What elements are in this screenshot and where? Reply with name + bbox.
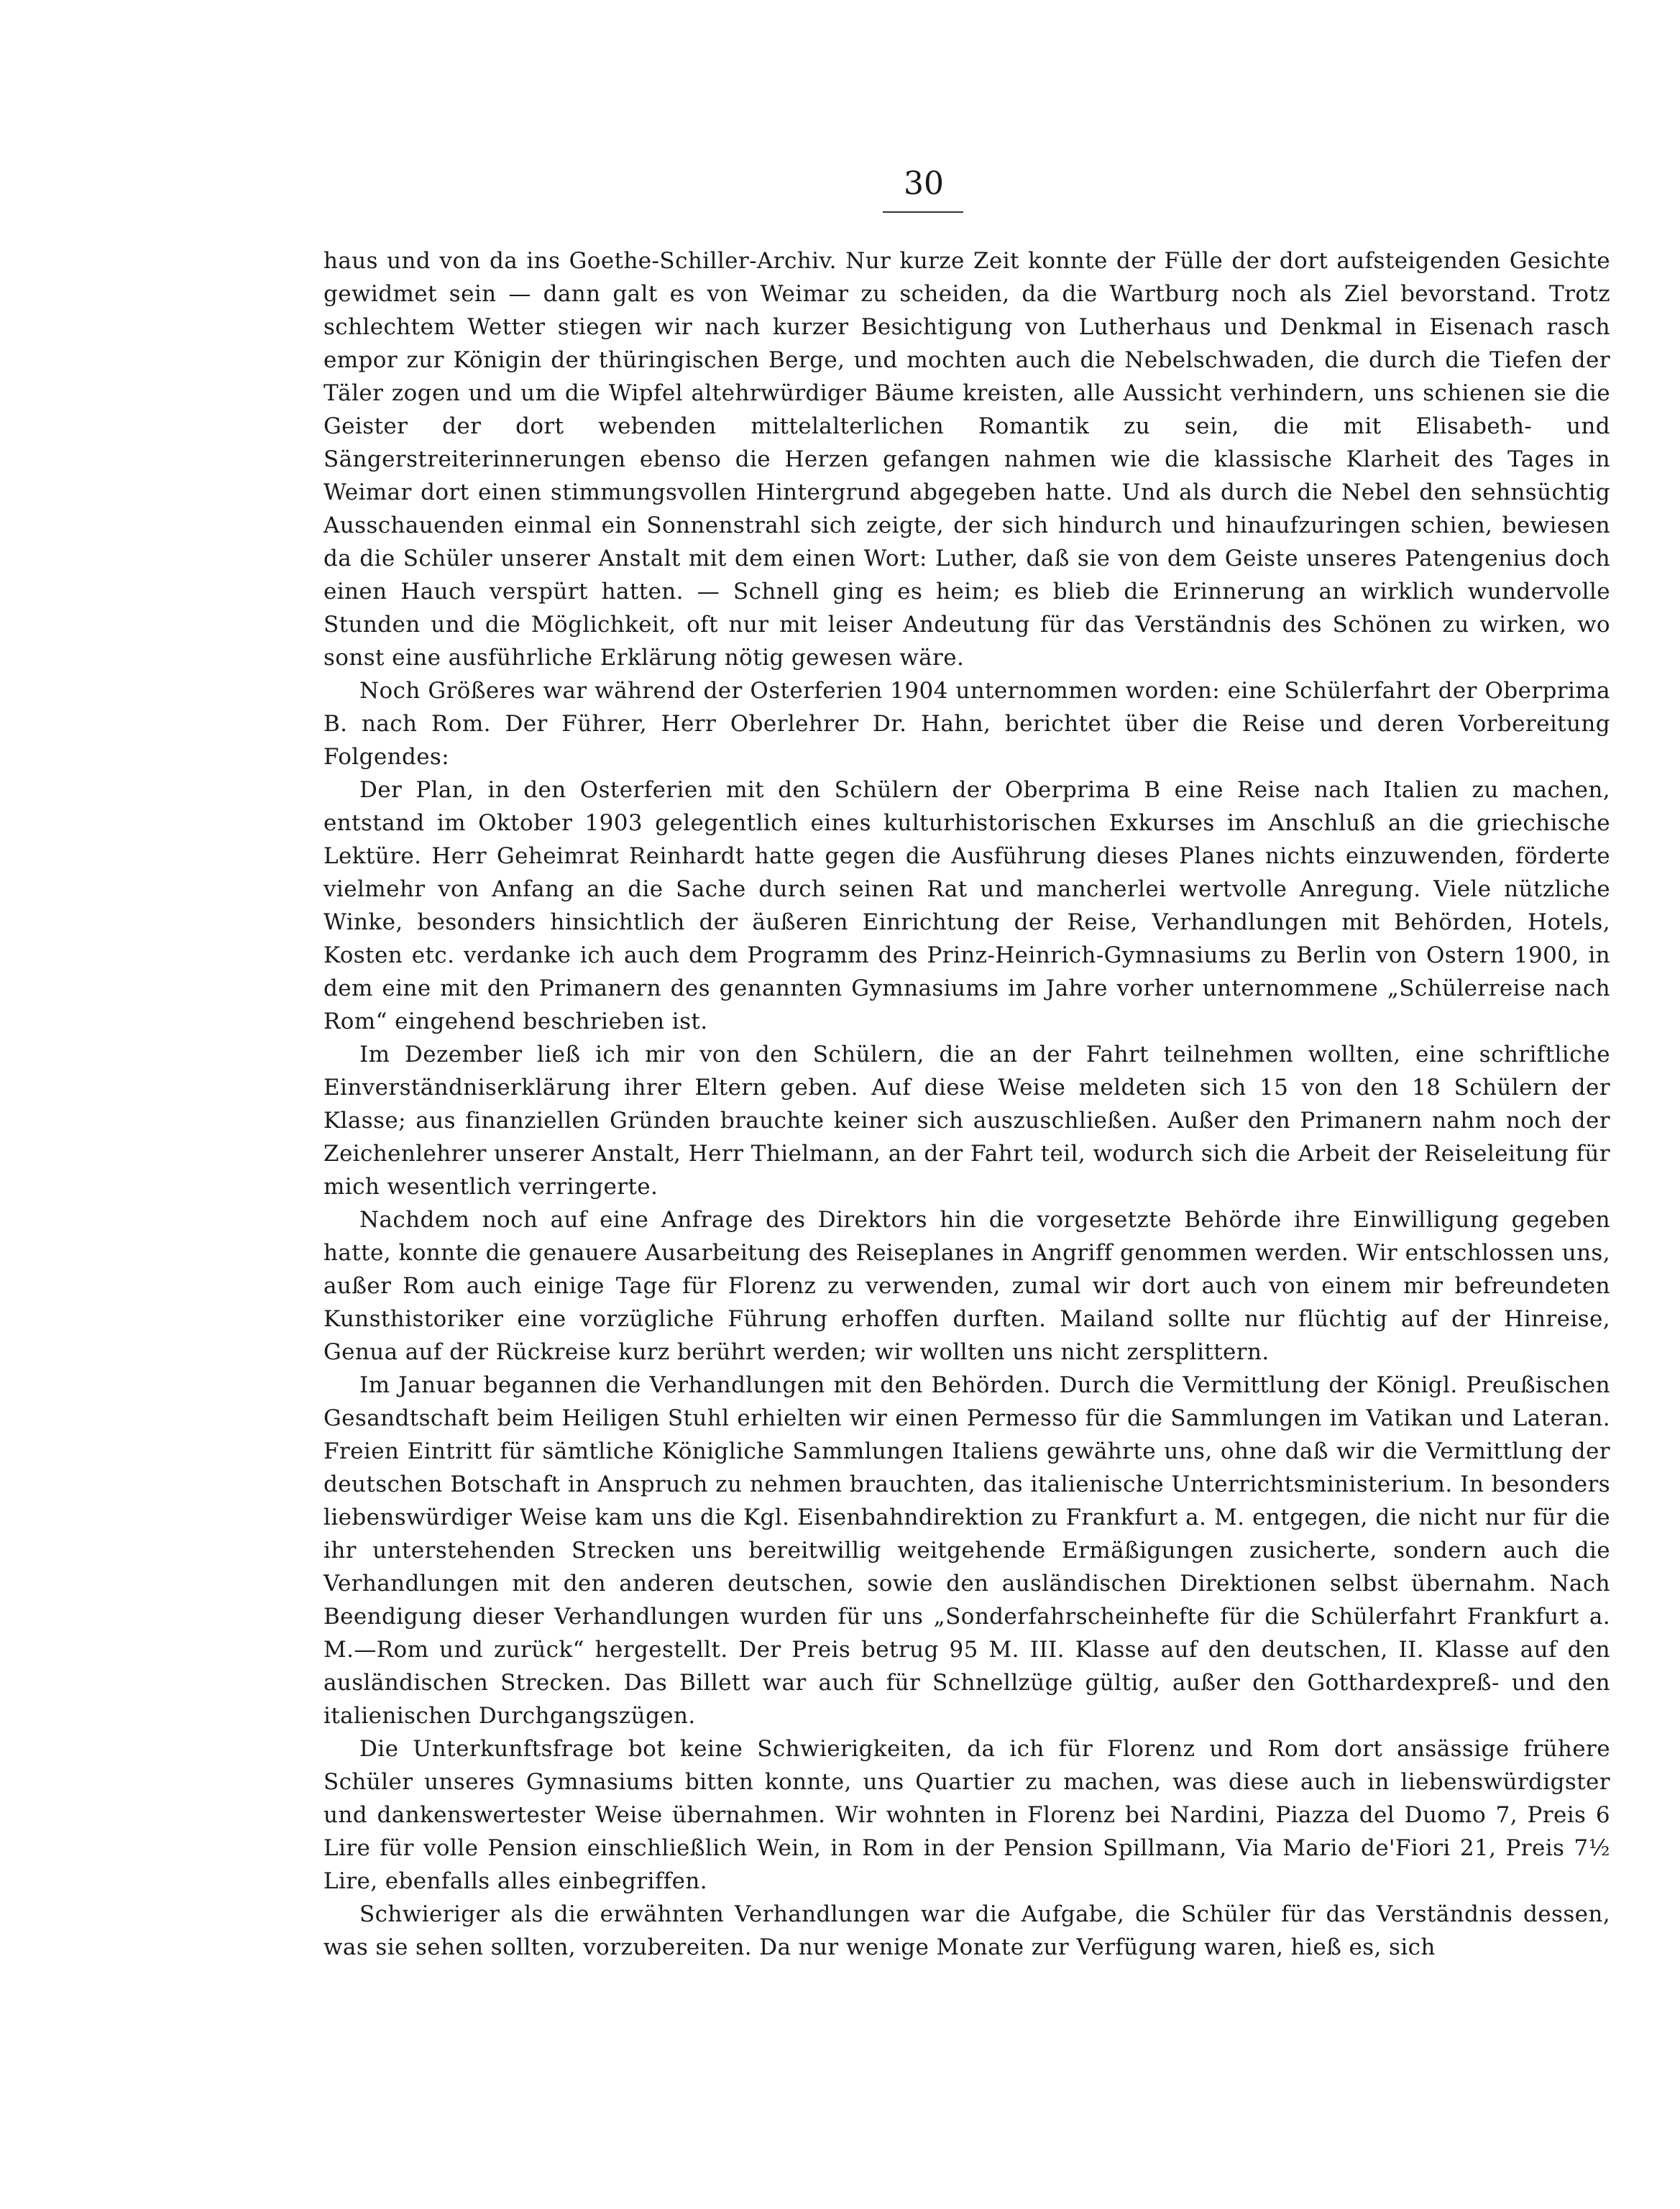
paragraph-1: haus und von da ins Goethe-Schiller-Archiv. Nur kurze Zeit konnte der Fülle der dort aufsteigenden Gesichte gewidmet sein — dann galt es von Weimar zu scheiden, da die Wartburg noch als Ziel bevorstand. Trotz schlechtem Wetter stiegen wir nach kurzer Besichtigung von Lutherhaus und Denkmal in Eisenach rasch empor zur Königin der thüringischen Berge, und mochten auch die Nebelschwaden, die durch die Tiefen der Täler zogen und um die Wipfel altehrwürdiger Bäume kreisten, alle Aussicht verhindern, uns schienen sie die Geister der dort webenden mittelalterlichen Romantik zu sein, die mit Elisabeth- und Sängerstreiterinnerungen ebenso die Herzen gefangen nahmen wie die klassische Klarheit des Tages in Weimar dort einen stimmungsvollen Hintergrund abgegeben hatte. Und als durch die Nebel den sehnsüchtig Ausschauenden einmal ein Sonnenstrahl sich zeigte, der sich hindurch und hinaufzuringen schien, bewiesen da die Schüler unserer Anstalt mit dem einen Wort: Luther, daß sie von dem Geiste unseres Patengenius doch einen Hauch verspürt hatten. — Schnell ging es heim; es blieb die Erinnerung an wirklich wundervolle Stunden und die Möglichkeit, oft nur mit leiser Andeutung für das Verständnis des Schönen zu wirken, wo sonst eine ausführliche Erklärung nötig gewesen wäre.: [323, 248, 1610, 671]
paragraph-6: Im Januar begannen die Verhandlungen mit den Behörden. Durch die Vermittlung der Königl. Preußischen Gesandtschaft beim Heiligen Stuhl erhielten wir einen Permesso für die Sammlungen im Vatikan und Lateran. Freien Eintritt für sämtliche Königliche Sammlungen Italiens gewährte uns, ohne daß wir die Vermittlung der deutschen Botschaft in Anspruch zu nehmen brauchten, das italienische Unterrichtsministerium. In besonders liebenswürdiger Weise kam uns die Kgl. Eisenbahndirektion zu Frankfurt a. M. entgegen, die nicht nur für die ihr unterstehenden Strecken uns bereitwillig weitgehende Ermäßigungen zusicherte, sondern auch die Verhandlungen mit den anderen deutschen, sowie den ausländischen Direktionen selbst übernahm. Nach Beendigung dieser Verhandlungen wurden für uns „Sonderfahrscheinhefte für die Schülerfahrt Frankfurt a. M.—Rom und zurück“ hergestellt. Der Preis betrug 95 M. III. Klasse auf den deutschen, II. Klasse auf den ausländischen Strecken. Das Billett war auch für Schnellzüge gültig, außer den Gotthardexpreß- und den italienischen Durchgangszügen.: [323, 1372, 1610, 1729]
paragraph-3: Der Plan, in den Osterferien mit den Schülern der Oberprima B eine Reise nach Italien zu machen, entstand im Oktober 1903 gelegentlich eines kulturhistorischen Exkurses im Anschluß an die griechische Lektüre. Herr Geheimrat Reinhardt hatte gegen die Ausführung dieses Planes nichts einzuwenden, förderte vielmehr von Anfang an die Sache durch seinen Rat und mancherlei wertvolle Anregung. Viele nützliche Winke, besonders hinsichtlich der äußeren Einrichtung der Reise, Verhandlungen mit Behörden, Hotels, Kosten etc. verdanke ich auch dem Programm des Prinz-Heinrich-Gymnasiums zu Berlin von Ostern 1900, in dem eine mit den Primanern des genannten Gymnasiums im Jahre vorher unternommene „Schülerreise nach Rom“ eingehend beschrieben ist.: [323, 777, 1610, 1034]
paragraph-5: Nachdem noch auf eine Anfrage des Direktors hin die vorgesetzte Behörde ihre Einwilligung gegeben hatte, konnte die genauere Ausarbeitung des Reiseplanes in Angriff genommen werden. Wir entschlossen uns, außer Rom auch einige Tage für Florenz zu verwenden, zumal wir dort auch von einem mir befreundeten Kunsthistoriker eine vorzügliche Führung erhoffen durften. Mailand sollte nur flüchtig auf der Hinreise, Genua auf der Rückreise kurz berührt werden; wir wollten uns nicht zersplittern.: [323, 1207, 1610, 1365]
body-text: [323, 244, 1610, 1964]
paragraph-4: Im Dezember ließ ich mir von den Schülern, die an der Fahrt teilnehmen wollten, eine schriftliche Einverständniserklärung ihrer Eltern geben. Auf diese Weise meldeten sich 15 von den 18 Schülern der Klasse; aus finanziellen Gründen brauchte keiner sich auszuschließen. Außer den Primanern nahm noch der Zeichenlehrer unserer Anstalt, Herr Thielmann, an der Fahrt teil, wodurch sich die Arbeit der Reiseleitung für mich wesentlich verringerte.: [323, 1042, 1610, 1200]
paragraph-2: Noch Größeres war während der Osterferien 1904 unternommen worden: eine Schülerfahrt der Oberprima B. nach Rom. Der Führer, Herr Oberlehrer Dr. Hahn, berichtet über die Reise und deren Vorbereitung Folgendes:: [323, 678, 1610, 770]
page-number-rule: [883, 211, 963, 213]
paragraph-7: Die Unterkunftsfrage bot keine Schwierigkeiten, da ich für Florenz und Rom dort ansässige frühere Schüler unseres Gymnasiums bitten konnte, uns Quartier zu machen, was diese auch in liebenswürdigster und dankenswertester Weise übernahmen. Wir wohnten in Florenz bei Nardini, Piazza del Duomo 7, Preis 6 Lire für volle Pension einschließlich Wein, in Rom in der Pension Spillmann, Via Mario de'Fiori 21, Preis 7½ Lire, ebenfalls alles einbegriffen.: [323, 1736, 1610, 1894]
page-number: 30: [904, 165, 944, 202]
paragraph-8: Schwieriger als die erwähnten Verhandlungen war die Aufgabe, die Schüler für das Verständnis dessen, was sie sehen sollten, vorzubereiten. Da nur wenige Monate zur Verfügung waren, hieß es, sich: [323, 1901, 1610, 1960]
